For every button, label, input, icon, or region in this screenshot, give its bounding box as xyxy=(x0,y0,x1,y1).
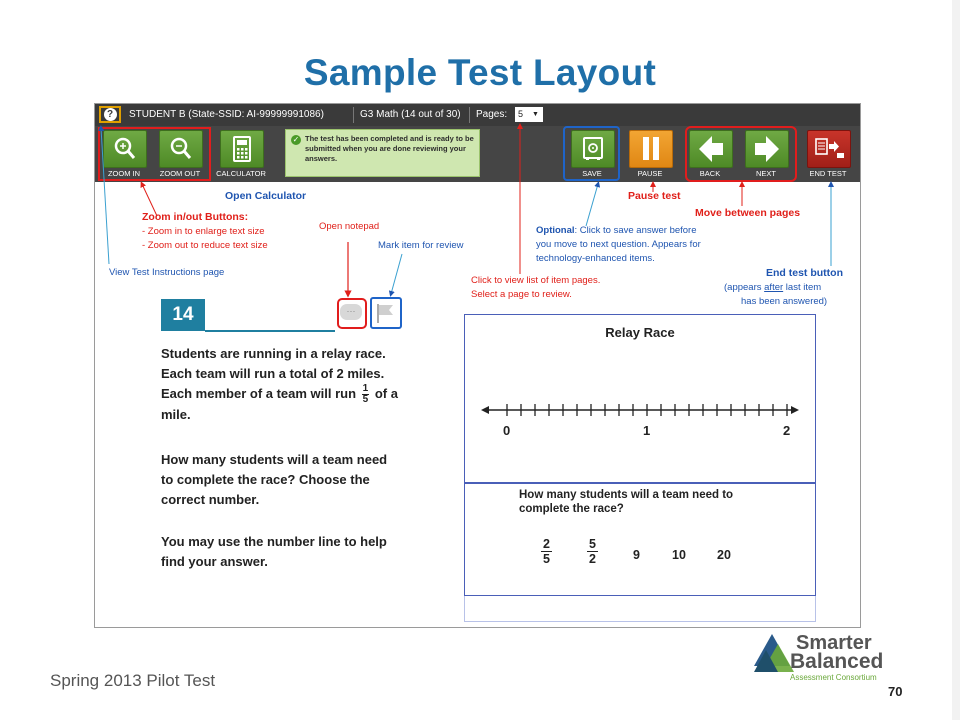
number-line-ticks xyxy=(507,404,787,416)
number-line-label-1: 1 xyxy=(643,423,651,438)
choice-five-halves[interactable] xyxy=(587,537,598,566)
footer-text: Spring 2013 Pilot Test xyxy=(50,671,216,690)
smarter-balanced-logo-icon xyxy=(754,632,794,676)
calculator-label: CALCULATOR xyxy=(216,169,266,178)
zoom-in-label: ZOOM IN xyxy=(107,169,141,178)
speech-bubble-icon[interactable]: ··· xyxy=(340,304,362,320)
annotation-end-line2: has been answered) xyxy=(741,296,828,307)
flag-icon[interactable] xyxy=(373,301,397,325)
annotation-pages-line2: Select a page to review. xyxy=(471,289,572,300)
annotation-zoom-title: Zoom in/out Buttons: xyxy=(142,211,249,223)
annotation-save-text: : Click to save answer before xyxy=(574,225,697,236)
save-label: SAVE xyxy=(582,169,602,178)
choice-numerator: 5 xyxy=(589,537,596,551)
logo-text-smarter: Smarter xyxy=(796,632,872,654)
checkmark-icon: ✓ xyxy=(292,135,300,144)
test-screenshot xyxy=(94,103,861,628)
question-text-b: of a mile. xyxy=(161,386,398,423)
fraction-one-fifth xyxy=(362,384,370,405)
choice-two-fifths[interactable] xyxy=(541,537,552,566)
choice-nine[interactable]: 9 xyxy=(633,548,640,562)
annotation-end-text-a: (appears xyxy=(724,282,765,293)
annotation-open-calculator: Open Calculator xyxy=(225,190,307,202)
choice-denominator: 2 xyxy=(589,552,596,566)
panel-bottom-frame xyxy=(464,596,816,622)
annotation-open-notepad: Open notepad xyxy=(319,221,380,232)
logo-text-consortium: Assessment Consortium xyxy=(790,673,877,682)
question-rule xyxy=(205,330,335,332)
student-info: STUDENT B (State-SSID: AI-99999991086) xyxy=(129,109,324,120)
left-arrowhead-icon xyxy=(481,406,489,414)
annotation-pages-line1: Click to view list of item pages. xyxy=(471,275,601,286)
pause-label: PAUSE xyxy=(637,169,663,178)
annotation-end-after: after xyxy=(764,282,784,293)
annotation-zoom-line1: - Zoom in to enlarge text size xyxy=(142,226,265,237)
panel-title: Relay Race xyxy=(605,325,675,340)
question-paragraph-3: You may use the number line to help find your answer. xyxy=(161,534,387,569)
annotation-move-pages: Move between pages xyxy=(695,207,801,219)
pages-label: Pages: xyxy=(476,109,508,120)
choice-denominator: 5 xyxy=(543,552,550,566)
question-number: 14 xyxy=(161,299,205,331)
annotation-save-line3: technology-enhanced items. xyxy=(536,253,655,264)
fraction-numerator: 1 xyxy=(362,383,369,395)
question-paragraph-2: How many students will a team need to complete the race? Choose the correct number. xyxy=(161,452,388,507)
panel-question: How many students will a team need to complete the race? xyxy=(519,489,734,515)
annotation-end-title: End test button xyxy=(766,267,843,279)
annotation-save-line1 xyxy=(536,225,697,237)
test-name: G3 Math (14 out of 30) xyxy=(360,109,461,120)
pages-value: 5 xyxy=(518,109,524,119)
choice-numerator: 2 xyxy=(543,537,550,551)
next-label: NEXT xyxy=(755,169,776,178)
annotation-end-text-c: last item xyxy=(783,282,822,293)
number-line-panel xyxy=(464,314,816,596)
number-line-label-0: 0 xyxy=(503,423,511,438)
back-label: BACK xyxy=(699,169,721,178)
annotation-mark-review: Mark item for review xyxy=(378,240,464,251)
chevron-down-icon: ▼ xyxy=(532,111,539,118)
annotation-zoom-line2: - Zoom out to reduce text size xyxy=(142,240,268,251)
zoom-out-label: ZOOM OUT xyxy=(159,169,201,178)
choice-twenty[interactable]: 20 xyxy=(717,548,731,562)
fraction-denominator: 5 xyxy=(362,394,369,406)
help-icon: ? xyxy=(104,108,117,121)
right-arrowhead-icon xyxy=(791,406,799,414)
panel-divider xyxy=(465,482,815,484)
logo-text-balanced: Balanced xyxy=(790,650,884,673)
question-paragraph-1 xyxy=(161,344,401,425)
annotation-save-optional: Optional xyxy=(536,225,575,236)
annotation-save-line2: you move to next question. Appears for xyxy=(536,239,701,250)
page-number: 70 xyxy=(888,684,903,699)
notice-text: The test has been completed and is ready to be submitted when you are done reviewing your answers. xyxy=(305,134,474,163)
choice-ten[interactable]: 10 xyxy=(672,548,686,562)
annotation-end-line1 xyxy=(724,282,821,294)
number-line xyxy=(465,395,815,425)
annotation-pause-test: Pause test xyxy=(628,190,681,202)
annotation-view-instructions: View Test Instructions page xyxy=(109,267,225,278)
end-test-label: END TEST xyxy=(809,169,847,178)
question-text-a: Students are running in a relay race. Each team will run a total of 2 miles. Each member of a team will run xyxy=(161,346,386,401)
slide-edge-strip xyxy=(952,0,960,720)
number-line-label-2: 2 xyxy=(783,423,791,438)
slide-title: Sample Test Layout xyxy=(303,52,657,93)
